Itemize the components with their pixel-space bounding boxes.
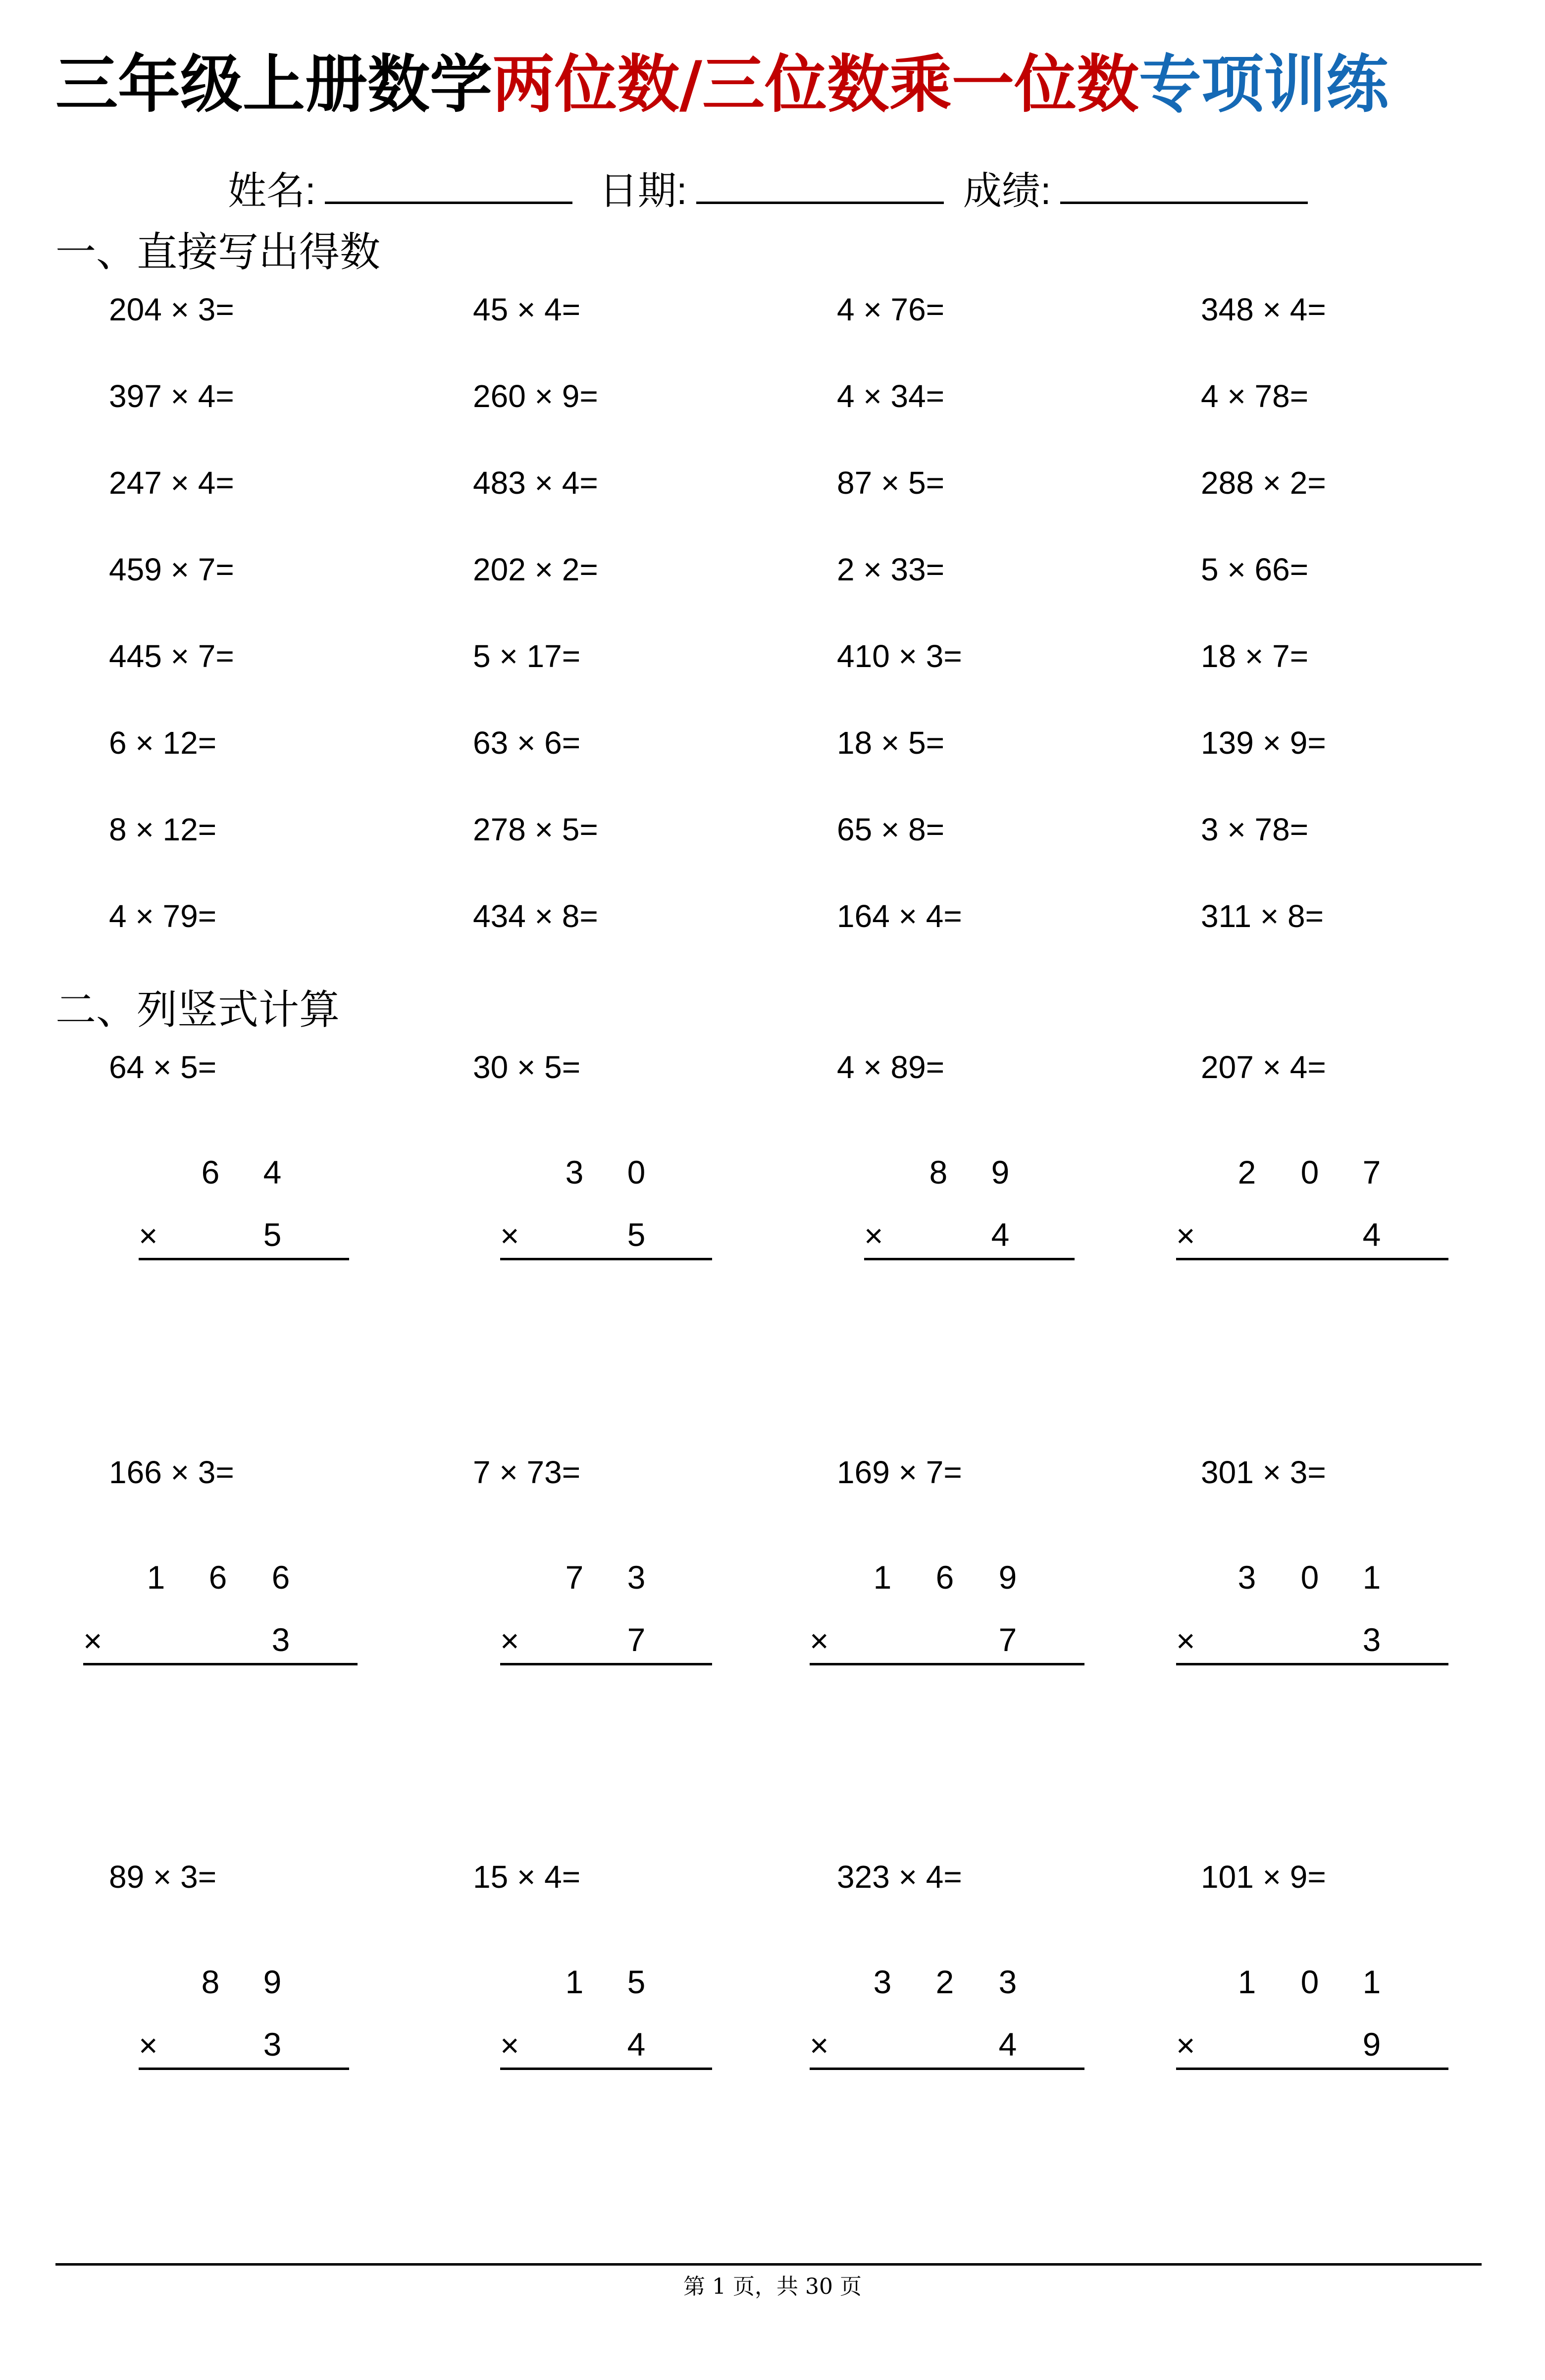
vertical-problem-label: 101 × 9=	[1201, 1859, 1326, 1895]
answer-underline[interactable]	[139, 2068, 349, 2070]
mental-problem: 18 × 5=	[837, 725, 945, 761]
answer-underline[interactable]	[500, 1663, 712, 1665]
times-sign: ×	[810, 1622, 829, 1659]
multiplicand-digit: 1	[1362, 1559, 1381, 1596]
vertical-problem-label: 4 × 89=	[837, 1049, 945, 1085]
name-blank-line[interactable]	[325, 164, 572, 204]
multiplier-digit: 4	[627, 2026, 646, 2063]
multiplicand-digit: 1	[1362, 1964, 1381, 2000]
score-blank-line[interactable]	[1060, 164, 1308, 204]
answer-underline[interactable]	[500, 2068, 712, 2070]
mental-problem: 202 × 2=	[473, 552, 598, 587]
page-footer: 第 1 页，共 30 页	[683, 2274, 862, 2299]
title-topic-part: 两位数/三位数乘一位数	[492, 48, 1139, 121]
multiplicand-digit: 1	[873, 1559, 892, 1596]
times-sign: ×	[83, 1622, 103, 1659]
mental-problem: 288 × 2=	[1201, 465, 1326, 501]
answer-underline[interactable]	[1176, 2068, 1448, 2070]
worksheet-title	[55, 40, 1389, 129]
section1-heading: 一、直接写出得数	[55, 230, 381, 275]
multiplier-digit: 7	[998, 1621, 1017, 1658]
mental-problem: 410 × 3=	[837, 638, 962, 674]
multiplicand-digit: 1	[147, 1559, 165, 1596]
date-field[interactable]	[599, 163, 944, 218]
multiplicand-digit: 6	[935, 1559, 954, 1596]
answer-underline[interactable]	[139, 1258, 349, 1260]
times-sign: ×	[1176, 2027, 1195, 2064]
vertical-problem-label: 323 × 4=	[837, 1859, 962, 1895]
times-sign: ×	[1176, 1217, 1195, 1254]
answer-underline[interactable]	[864, 1258, 1075, 1260]
multiplier-digit: 3	[263, 2026, 282, 2063]
mental-problem: 139 × 9=	[1201, 725, 1326, 761]
mental-problem: 483 × 4=	[473, 465, 598, 501]
multiplicand-digit: 2	[935, 1964, 954, 2000]
multiplicand-digit: 7	[565, 1559, 584, 1596]
mental-problem: 278 × 5=	[473, 812, 598, 847]
vertical-problem-label: 30 × 5=	[473, 1049, 581, 1085]
multiplicand-digit: 0	[1300, 1964, 1319, 2000]
vertical-problem-label: 64 × 5=	[109, 1049, 217, 1085]
mental-problem: 397 × 4=	[109, 378, 234, 414]
mental-problem: 247 × 4=	[109, 465, 234, 501]
mental-problem: 164 × 4=	[837, 898, 962, 934]
multiplier-digit: 7	[627, 1621, 646, 1658]
vertical-problem-label: 166 × 3=	[109, 1454, 234, 1490]
multiplicand-digit: 9	[263, 1964, 282, 2000]
mental-problem: 260 × 9=	[473, 378, 598, 414]
mental-problem: 348 × 4=	[1201, 292, 1326, 327]
vertical-problem-label: 169 × 7=	[837, 1454, 962, 1490]
times-sign: ×	[139, 1217, 158, 1254]
title-training-part: 专项训练	[1139, 48, 1389, 121]
answer-underline[interactable]	[83, 1663, 358, 1665]
multiplier-digit: 3	[271, 1621, 290, 1658]
times-sign: ×	[500, 2027, 519, 2064]
times-sign: ×	[500, 1622, 519, 1659]
multiplier-digit: 3	[1362, 1621, 1381, 1658]
vertical-problem-label: 89 × 3=	[109, 1859, 217, 1895]
mental-problem: 63 × 6=	[473, 725, 581, 761]
mental-problem: 4 × 78=	[1201, 378, 1309, 414]
multiplicand-digit: 6	[208, 1559, 227, 1596]
date-blank-line[interactable]	[696, 164, 944, 204]
score-label: 成绩:	[963, 169, 1051, 212]
multiplicand-digit: 3	[627, 1559, 646, 1596]
multiplicand-digit: 5	[627, 1964, 646, 2000]
answer-underline[interactable]	[1176, 1663, 1448, 1665]
answer-underline[interactable]	[1176, 1258, 1448, 1260]
multiplicand-digit: 0	[1300, 1154, 1319, 1190]
mental-problem: 311 × 8=	[1201, 898, 1324, 934]
section2-heading: 二、列竖式计算	[55, 987, 340, 1033]
mental-problem: 8 × 12=	[109, 812, 217, 847]
multiplicand-digit: 6	[201, 1154, 220, 1190]
mental-problem: 5 × 17=	[473, 638, 581, 674]
multiplicand-digit: 1	[565, 1964, 584, 2000]
answer-underline[interactable]	[500, 1258, 712, 1260]
times-sign: ×	[500, 1217, 519, 1254]
vertical-problem-label: 301 × 3=	[1201, 1454, 1326, 1490]
mental-problem: 5 × 66=	[1201, 552, 1309, 587]
mental-problem: 204 × 3=	[109, 292, 234, 327]
score-field[interactable]	[963, 163, 1308, 218]
multiplicand-digit: 3	[565, 1154, 584, 1190]
multiplier-digit: 4	[991, 1216, 1010, 1253]
multiplicand-digit: 2	[1237, 1154, 1256, 1190]
mental-problem: 4 × 76=	[837, 292, 945, 327]
times-sign: ×	[1176, 1622, 1195, 1659]
vertical-problem-label: 207 × 4=	[1201, 1049, 1326, 1085]
multiplier-digit: 5	[263, 1216, 282, 1253]
footer-rule	[55, 2263, 1482, 2266]
multiplier-digit: 5	[627, 1216, 646, 1253]
name-label: 姓名:	[228, 169, 316, 212]
mental-problem: 18 × 7=	[1201, 638, 1309, 674]
multiplicand-digit: 9	[998, 1559, 1017, 1596]
multiplicand-digit: 0	[1300, 1559, 1319, 1596]
multiplier-digit: 4	[998, 2026, 1017, 2063]
vertical-problem-label: 15 × 4=	[473, 1859, 581, 1895]
name-field[interactable]	[228, 163, 572, 218]
multiplicand-digit: 7	[1362, 1154, 1381, 1190]
multiplicand-digit: 3	[1237, 1559, 1256, 1596]
multiplier-digit: 9	[1362, 2026, 1381, 2063]
vertical-problem-label: 7 × 73=	[473, 1454, 581, 1490]
multiplicand-digit: 4	[263, 1154, 282, 1190]
title-grade-part: 三年级上册数学	[55, 48, 492, 121]
multiplier-digit: 4	[1362, 1216, 1381, 1253]
mental-problem: 65 × 8=	[837, 812, 945, 847]
mental-problem: 87 × 5=	[837, 465, 945, 501]
mental-problem: 4 × 79=	[109, 898, 217, 934]
times-sign: ×	[139, 2027, 158, 2064]
multiplicand-digit: 9	[991, 1154, 1010, 1190]
answer-underline[interactable]	[810, 1663, 1084, 1665]
student-info-row	[0, 163, 1545, 218]
mental-problem: 445 × 7=	[109, 638, 234, 674]
times-sign: ×	[810, 2027, 829, 2064]
multiplicand-digit: 8	[929, 1154, 948, 1190]
answer-underline[interactable]	[810, 2068, 1084, 2070]
multiplicand-digit: 8	[201, 1964, 220, 2000]
multiplicand-digit: 6	[271, 1559, 290, 1596]
mental-problem: 6 × 12=	[109, 725, 217, 761]
times-sign: ×	[864, 1217, 883, 1254]
mental-problem: 434 × 8=	[473, 898, 598, 934]
mental-problem: 2 × 33=	[837, 552, 945, 587]
multiplicand-digit: 1	[1237, 1964, 1256, 2000]
mental-problem: 45 × 4=	[473, 292, 581, 327]
date-label: 日期:	[599, 169, 687, 212]
multiplicand-digit: 3	[998, 1964, 1017, 2000]
mental-problem: 459 × 7=	[109, 552, 234, 587]
multiplicand-digit: 0	[627, 1154, 646, 1190]
multiplicand-digit: 3	[873, 1964, 892, 2000]
mental-problem: 3 × 78=	[1201, 812, 1309, 847]
mental-problem: 4 × 34=	[837, 378, 945, 414]
